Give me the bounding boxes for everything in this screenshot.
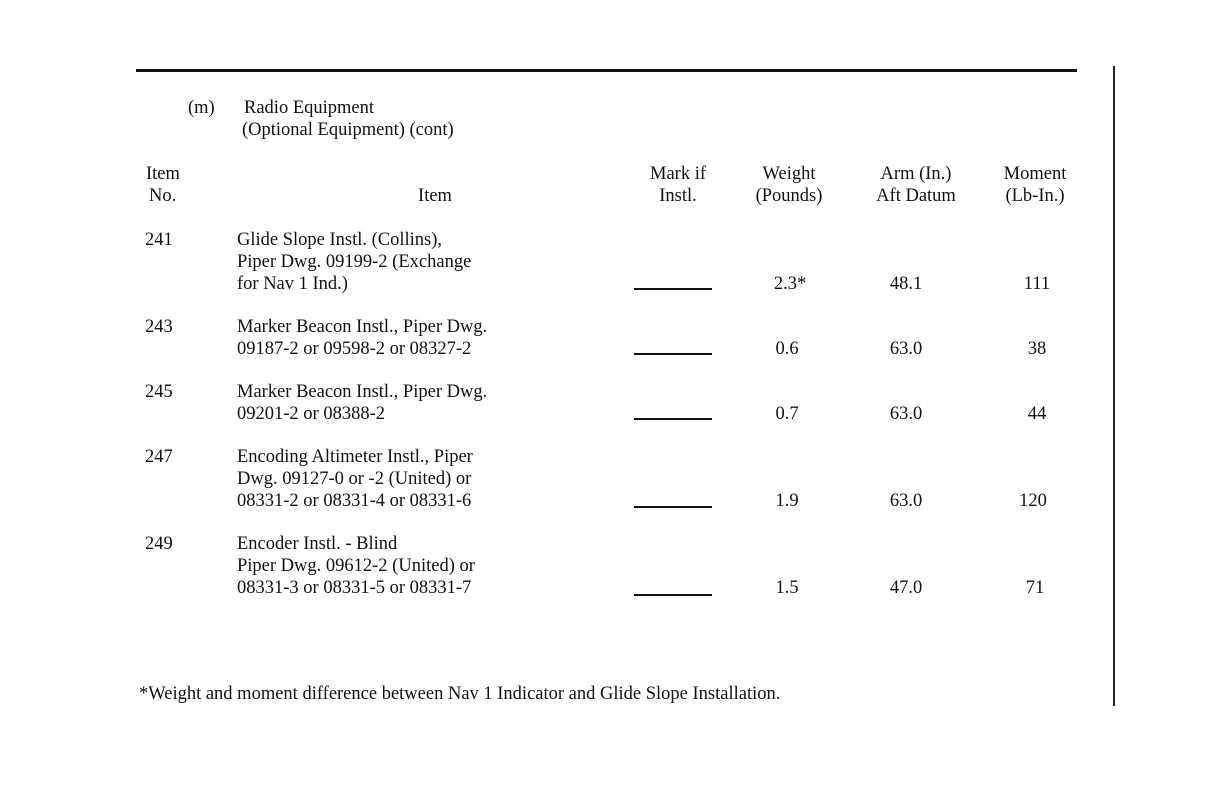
header-mark-2: Instl. (659, 186, 697, 206)
row-243-arm: 63.0 (889, 339, 923, 359)
row-243-weight: 0.6 (775, 339, 799, 359)
row-247-arm: 63.0 (889, 491, 923, 511)
row-249-line-3: 08331-3 or 08331-5 or 08331-7 (237, 578, 472, 598)
header-moment-2: (Lb-In.) (1005, 186, 1065, 206)
row-247-line-2: Dwg. 09127-0 or -2 (United) or (237, 469, 472, 489)
row-241-no: 241 (145, 230, 173, 250)
top-rule (136, 69, 1077, 72)
section-letter: (m) (188, 98, 215, 118)
row-241-line-1: Glide Slope Instl. (Collins), (237, 230, 443, 250)
header-moment-1: Moment (1003, 164, 1067, 184)
row-249-line-1: Encoder Instl. - Blind (237, 534, 398, 554)
row-245-weight: 0.7 (775, 404, 799, 424)
header-item-no-1: Item (146, 164, 180, 184)
row-247-no: 247 (145, 447, 173, 467)
row-245-no: 245 (145, 382, 173, 402)
row-245-moment: 44 (1027, 404, 1047, 424)
footnote: *Weight and moment difference between Nav 1 Indicator and Glide Slope Installation. (139, 684, 781, 704)
row-243-mark-line (634, 353, 712, 355)
row-249-line-2: Piper Dwg. 09612-2 (United) or (237, 556, 475, 576)
side-rule (1113, 66, 1115, 706)
row-249-mark-line (634, 594, 712, 596)
row-243-line-2: 09187-2 or 09598-2 or 08327-2 (237, 339, 472, 359)
header-weight-2: (Pounds) (755, 186, 823, 206)
row-247-mark-line (634, 506, 712, 508)
row-249-weight: 1.5 (775, 578, 799, 598)
row-247-line-1: Encoding Altimeter Instl., Piper (237, 447, 473, 467)
row-249-arm: 47.0 (889, 578, 923, 598)
header-item-no-2: No. (149, 186, 177, 206)
row-241-line-2: Piper Dwg. 09199-2 (Exchange (237, 252, 472, 272)
row-247-moment: 120 (1019, 491, 1047, 511)
header-arm-2: Aft Datum (876, 186, 956, 206)
header-mark-1: Mark if (650, 164, 706, 184)
row-243-moment: 38 (1027, 339, 1047, 359)
header-item: Item (418, 186, 452, 206)
header-weight-1: Weight (762, 164, 816, 184)
row-245-line-2: 09201-2 or 08388-2 (237, 404, 385, 424)
section-title: Radio Equipment (244, 98, 374, 118)
row-249-moment: 71 (1025, 578, 1045, 598)
row-241-weight: 2.3* (773, 274, 807, 294)
row-247-weight: 1.9 (775, 491, 799, 511)
row-245-mark-line (634, 418, 712, 420)
row-241-line-3: for Nav 1 Ind.) (237, 274, 348, 294)
section-subtitle: (Optional Equipment) (cont) (242, 120, 454, 140)
row-247-line-3: 08331-2 or 08331-4 or 08331-6 (237, 491, 472, 511)
row-245-arm: 63.0 (889, 404, 923, 424)
header-arm-1: Arm (In.) (880, 164, 952, 184)
row-243-line-1: Marker Beacon Instl., Piper Dwg. (237, 317, 488, 337)
row-249-no: 249 (145, 534, 173, 554)
row-243-no: 243 (145, 317, 173, 337)
row-241-moment: 111 (1023, 274, 1051, 294)
row-241-mark-line (634, 288, 712, 290)
row-245-line-1: Marker Beacon Instl., Piper Dwg. (237, 382, 488, 402)
row-241-arm: 48.1 (889, 274, 923, 294)
